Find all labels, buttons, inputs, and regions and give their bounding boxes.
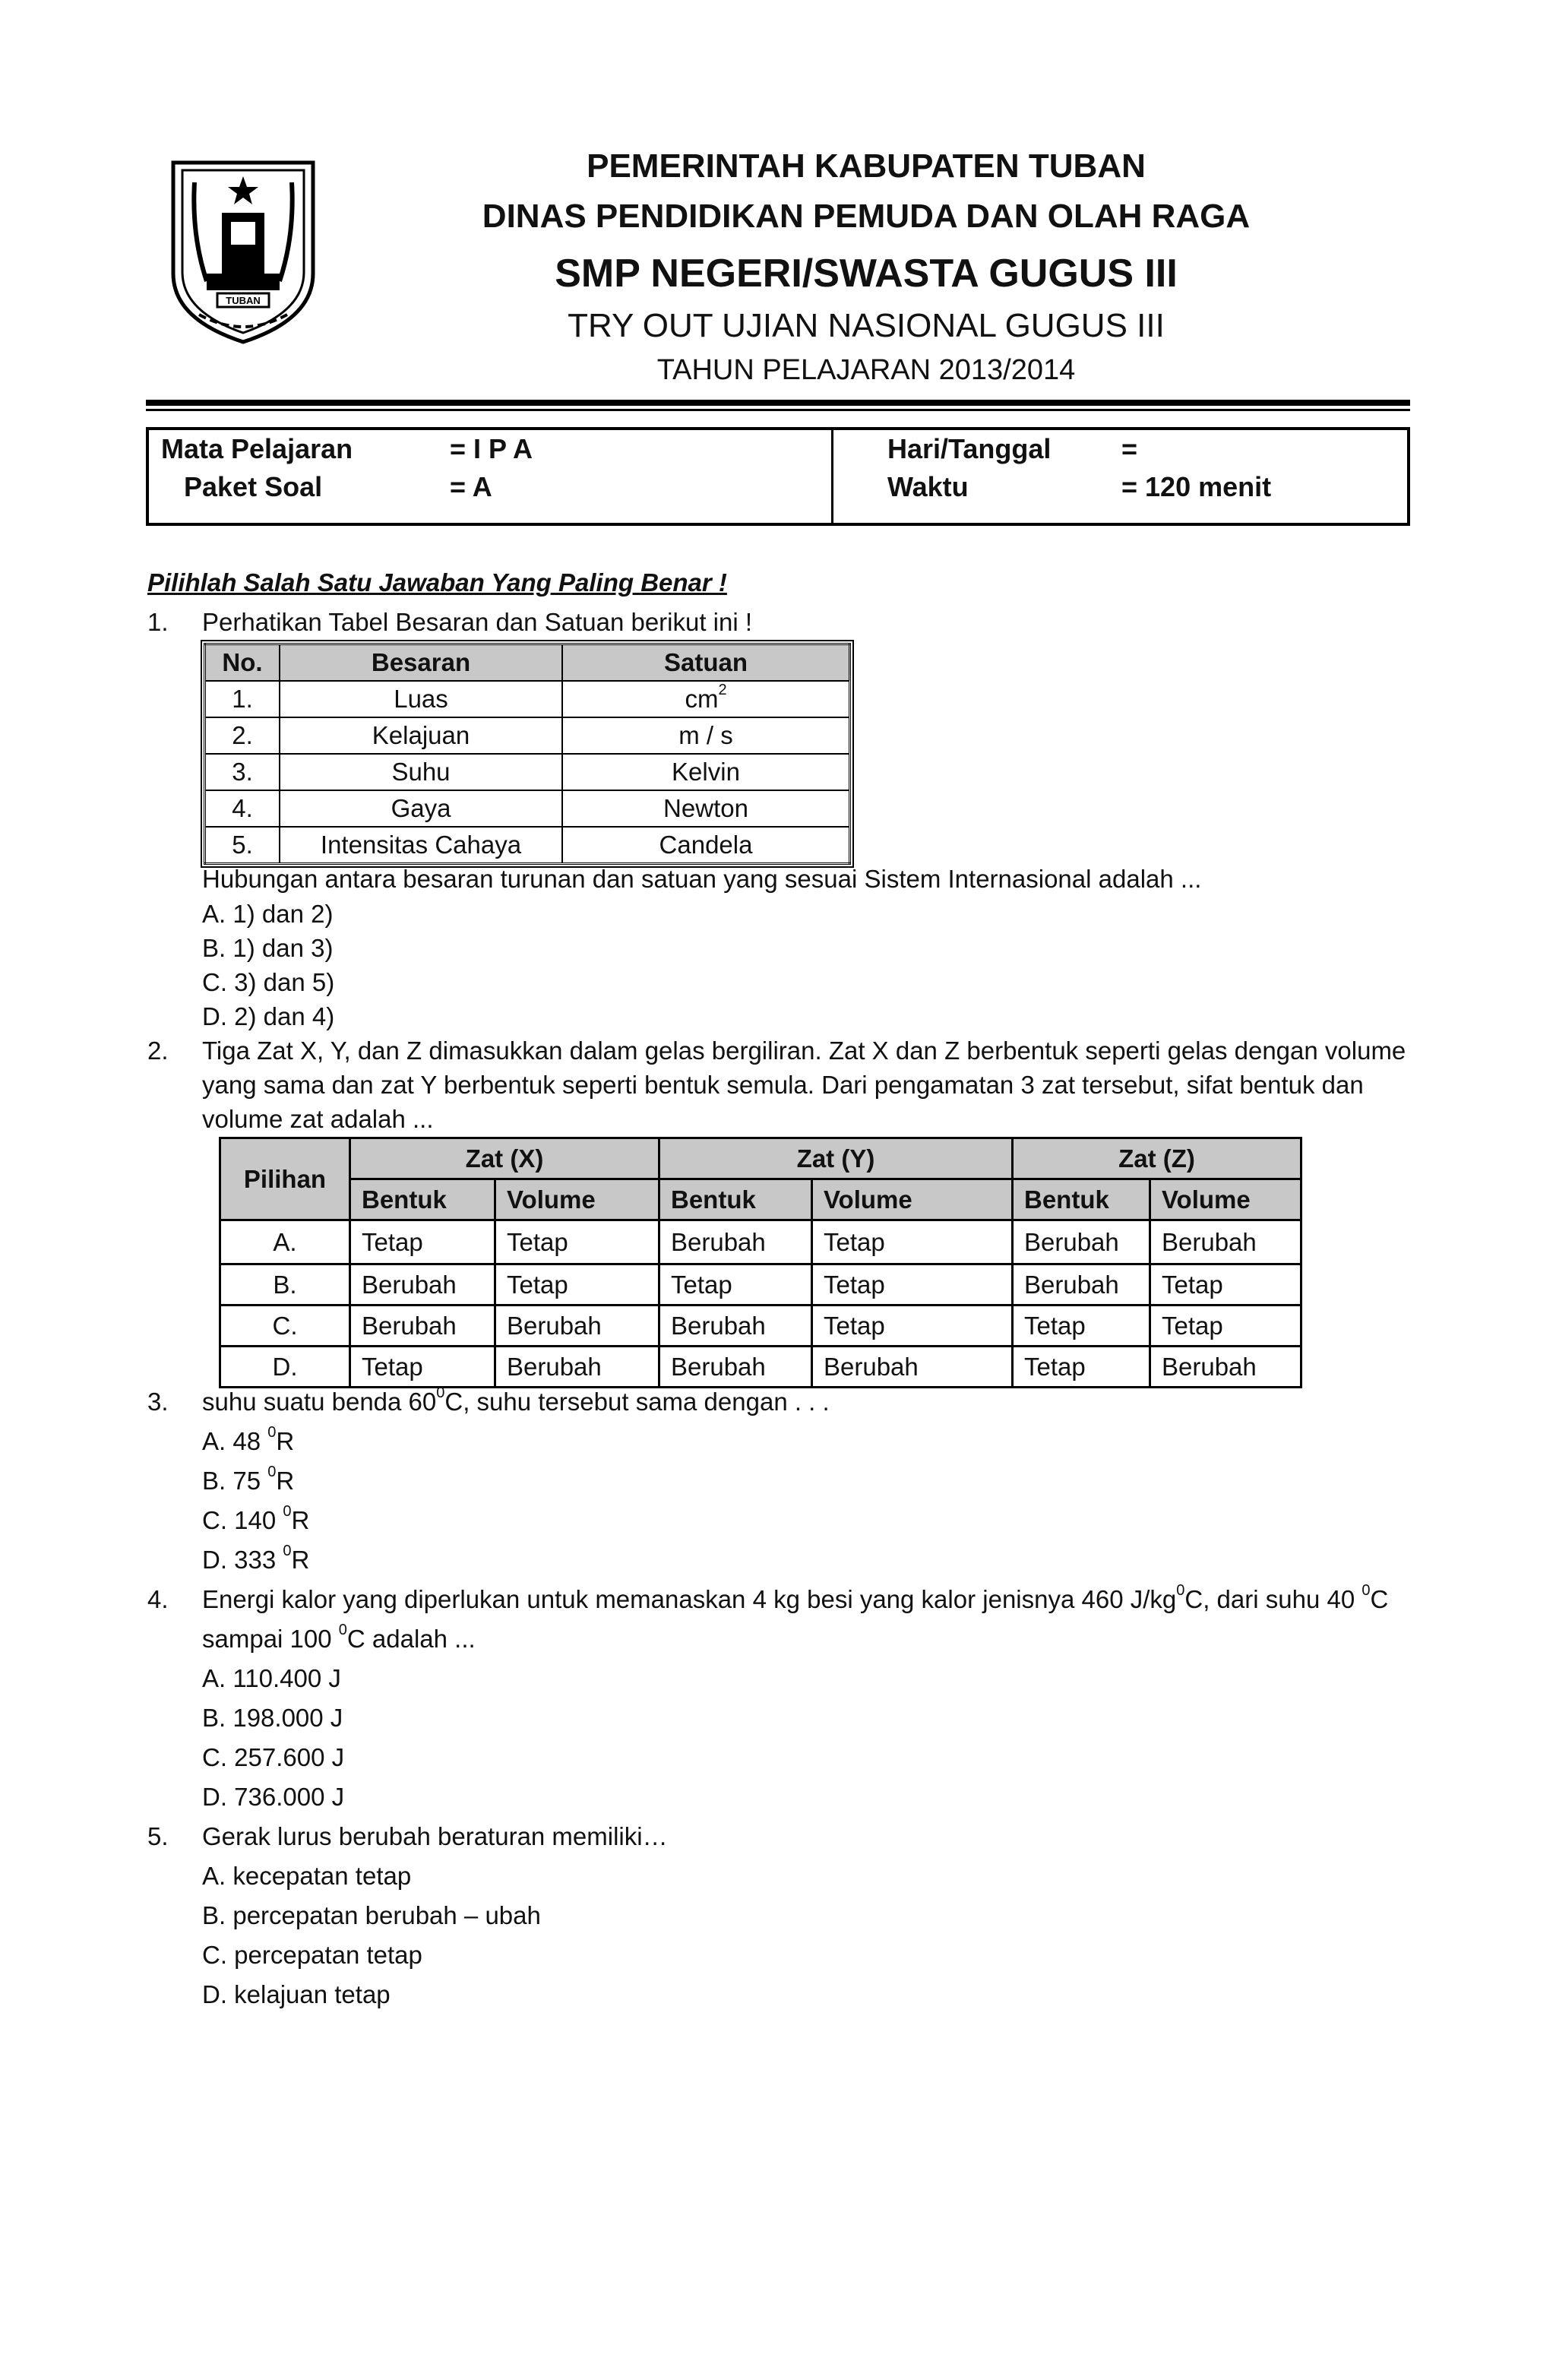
q1-question: Hubungan antara besaran turunan dan satuan yang sesuai Sistem Internasional adalah ... xyxy=(202,865,1202,893)
q5-option-d: D. kelajuan tetap xyxy=(202,1980,391,2008)
option-unit: R xyxy=(291,1506,310,1534)
option-unit: R xyxy=(291,1546,310,1574)
q2-line-1: Tiga Zat X, Y, dan Z dimasukkan dalam gelas bergiliran. Zat X dan Z berbentuk seperti gelas dengan volume xyxy=(202,1037,1406,1065)
q4-text-e: C adalah ... xyxy=(346,1625,476,1653)
table-cell: Tetap xyxy=(812,1220,1013,1264)
table-cell: Tetap xyxy=(659,1264,812,1306)
q1-number: 1. xyxy=(147,608,169,636)
table-header: Zat (Z) xyxy=(1013,1138,1301,1179)
unit-superscript: 2 xyxy=(718,682,727,698)
q4-option-d: D. 736.000 J xyxy=(202,1783,345,1811)
table-cell: m / s xyxy=(562,717,850,754)
q4-line-1 xyxy=(202,1582,1389,1614)
table-cell: 2. xyxy=(205,717,280,754)
table-row xyxy=(205,681,850,717)
table-cell: Newton xyxy=(562,790,850,827)
header-line-3: SMP NEGERI/SWASTA GUGUS III xyxy=(555,252,1178,296)
q2-table xyxy=(219,1137,1302,1388)
table-header-row xyxy=(220,1138,1301,1179)
table-header: Volume xyxy=(812,1179,1013,1220)
table-row xyxy=(205,754,850,790)
degree-superscript: 0 xyxy=(283,1543,292,1559)
table-cell: Berubah xyxy=(659,1220,812,1264)
table-header: Zat (X) xyxy=(350,1138,659,1179)
table-cell: Berubah xyxy=(495,1306,659,1347)
table-cell: Tetap xyxy=(495,1264,659,1306)
table-header: Zat (Y) xyxy=(659,1138,1013,1179)
mapel-label: Mata Pelajaran xyxy=(161,433,353,464)
q3-option-b xyxy=(202,1464,295,1495)
table-cell: D. xyxy=(220,1347,350,1388)
header-line-2: DINAS PENDIDIKAN PEMUDA DAN OLAH RAGA xyxy=(482,198,1251,235)
table-header-row xyxy=(220,1179,1301,1220)
q1-option-a: A. 1) dan 2) xyxy=(202,900,334,928)
q1-text: Perhatikan Tabel Besaran dan Satuan berikut ini ! xyxy=(202,608,753,636)
q4-text-a: Energi kalor yang diperlukan untuk memanaskan 4 kg besi yang kalor jenisnya 460 J/kg xyxy=(202,1585,1177,1613)
table-cell: Berubah xyxy=(1013,1264,1150,1306)
degree-superscript: 0 xyxy=(436,1385,445,1401)
table-cell: Tetap xyxy=(812,1264,1013,1306)
degree-superscript: 0 xyxy=(267,1464,277,1480)
table-cell: Tetap xyxy=(1150,1306,1301,1347)
table-cell: Intensitas Cahaya xyxy=(280,827,562,864)
table-header: Bentuk xyxy=(659,1179,812,1220)
option-value: A. 48 xyxy=(202,1427,268,1455)
degree-superscript: 0 xyxy=(267,1424,277,1441)
degree-superscript: 0 xyxy=(1176,1582,1185,1599)
header-rule-thick xyxy=(146,400,1410,406)
q3-text-a: suhu suatu benda 60 xyxy=(202,1388,437,1416)
table-row xyxy=(205,717,850,754)
table-row xyxy=(220,1264,1301,1306)
tuban-emblem-logo xyxy=(169,160,318,345)
q4-text-c: C xyxy=(1370,1585,1389,1613)
table-header: No. xyxy=(205,644,280,682)
q4-option-b: B. 198.000 J xyxy=(202,1704,343,1732)
table-cell: Berubah xyxy=(812,1347,1013,1388)
table-cell: Berubah xyxy=(350,1306,495,1347)
table-cell: Tetap xyxy=(350,1347,495,1388)
table-cell: Berubah xyxy=(1150,1220,1301,1264)
q3-text xyxy=(202,1385,830,1416)
table-cell: Berubah xyxy=(1150,1347,1301,1388)
table-cell: Candela xyxy=(562,827,850,864)
table-cell: Tetap xyxy=(495,1220,659,1264)
table-cell: 3. xyxy=(205,754,280,790)
table-header: Satuan xyxy=(562,644,850,682)
q4-number: 4. xyxy=(147,1585,169,1613)
table-row xyxy=(205,827,850,864)
q1-option-d: D. 2) dan 4) xyxy=(202,1002,335,1030)
q3-text-b: C, suhu tersebut sama dengan . . . xyxy=(444,1388,830,1416)
table-cell: 5. xyxy=(205,827,280,864)
table-cell: A. xyxy=(220,1220,350,1264)
option-unit: R xyxy=(276,1467,295,1495)
hari-value: = xyxy=(1121,433,1138,464)
table-header: Bentuk xyxy=(350,1179,495,1220)
q1-table xyxy=(204,643,851,865)
table-cell xyxy=(562,681,850,717)
header-line-5: TAHUN PELAJARAN 2013/2014 xyxy=(656,354,1076,386)
table-cell: Berubah xyxy=(1013,1220,1150,1264)
table-cell: Tetap xyxy=(812,1306,1013,1347)
table-header: Volume xyxy=(1150,1179,1301,1220)
q1-option-b: B. 1) dan 3) xyxy=(202,934,334,962)
waktu-value: = 120 menit xyxy=(1121,471,1272,502)
instruction: Pilihlah Salah Satu Jawaban Yang Paling Benar ! xyxy=(147,568,727,597)
q5-option-c: C. percepatan tetap xyxy=(202,1941,422,1969)
degree-superscript: 0 xyxy=(1362,1582,1371,1599)
q5-number: 5. xyxy=(147,1822,169,1850)
table-row xyxy=(220,1306,1301,1347)
degree-superscript: 0 xyxy=(338,1622,347,1638)
table-cell: B. xyxy=(220,1264,350,1306)
table-cell: Tetap xyxy=(1013,1306,1150,1347)
option-unit: R xyxy=(276,1427,295,1455)
q5-text: Gerak lurus berubah beraturan memiliki… xyxy=(202,1822,668,1850)
q1-option-c: C. 3) dan 5) xyxy=(202,968,335,996)
q2-line-2: yang sama dan zat Y berbentuk seperti bentuk semula. Dari pengamatan 3 zat tersebut, sifat bentuk dan xyxy=(202,1071,1364,1099)
option-value: B. 75 xyxy=(202,1467,268,1495)
table-header-row xyxy=(205,644,850,682)
header-line-1: PEMERINTAH KABUPATEN TUBAN xyxy=(587,147,1146,185)
option-value: D. 333 xyxy=(202,1546,283,1574)
q2-number: 2. xyxy=(147,1037,169,1065)
q4-option-a: A. 110.400 J xyxy=(202,1664,341,1692)
table-cell: C. xyxy=(220,1306,350,1347)
q4-text-b: C, dari suhu 40 xyxy=(1184,1585,1362,1613)
q4-text-d: sampai 100 xyxy=(202,1625,339,1653)
q4-option-c: C. 257.600 J xyxy=(202,1743,345,1771)
table-header: Besaran xyxy=(280,644,562,682)
header-line-4: TRY OUT UJIAN NASIONAL GUGUS III xyxy=(568,307,1165,344)
table-header: Pilihan xyxy=(220,1138,350,1220)
table-row xyxy=(220,1347,1301,1388)
svg-text:TUBAN: TUBAN xyxy=(226,295,261,306)
table-cell: Berubah xyxy=(350,1264,495,1306)
table-cell: Berubah xyxy=(659,1347,812,1388)
degree-superscript: 0 xyxy=(283,1503,292,1520)
table-cell: Kelajuan xyxy=(280,717,562,754)
table-cell: 1. xyxy=(205,681,280,717)
q5-option-b: B. percepatan berubah – ubah xyxy=(202,1901,541,1929)
table-cell: Suhu xyxy=(280,754,562,790)
table-cell: Tetap xyxy=(1150,1264,1301,1306)
unit-text: cm xyxy=(685,685,719,713)
table-cell: Berubah xyxy=(495,1347,659,1388)
hari-label: Hari/Tanggal xyxy=(887,433,1052,464)
table-cell: Berubah xyxy=(659,1306,812,1347)
table-cell: Tetap xyxy=(350,1220,495,1264)
table-cell: Kelvin xyxy=(562,754,850,790)
q3-number: 3. xyxy=(147,1388,169,1416)
table-cell: Gaya xyxy=(280,790,562,827)
table-cell: 4. xyxy=(205,790,280,827)
waktu-label: Waktu xyxy=(887,471,969,502)
q4-line-2 xyxy=(202,1622,476,1654)
q2-line-3: volume zat adalah ... xyxy=(202,1105,434,1133)
table-cell: Tetap xyxy=(1013,1347,1150,1388)
table-row xyxy=(205,790,850,827)
table-header: Bentuk xyxy=(1013,1179,1150,1220)
table-cell: Luas xyxy=(280,681,562,717)
table-row xyxy=(220,1220,1301,1264)
paket-label: Paket Soal xyxy=(184,471,323,502)
info-divider xyxy=(831,430,833,523)
q3-option-d xyxy=(202,1543,310,1575)
table-header: Volume xyxy=(495,1179,659,1220)
paket-value: = A xyxy=(450,471,492,502)
option-value: C. 140 xyxy=(202,1506,283,1534)
q3-option-c xyxy=(202,1503,310,1535)
q3-option-a xyxy=(202,1424,295,1456)
header-rule-thin xyxy=(146,409,1410,411)
mapel-value: = I P A xyxy=(450,433,533,464)
q5-option-a: A. kecepatan tetap xyxy=(202,1862,412,1890)
